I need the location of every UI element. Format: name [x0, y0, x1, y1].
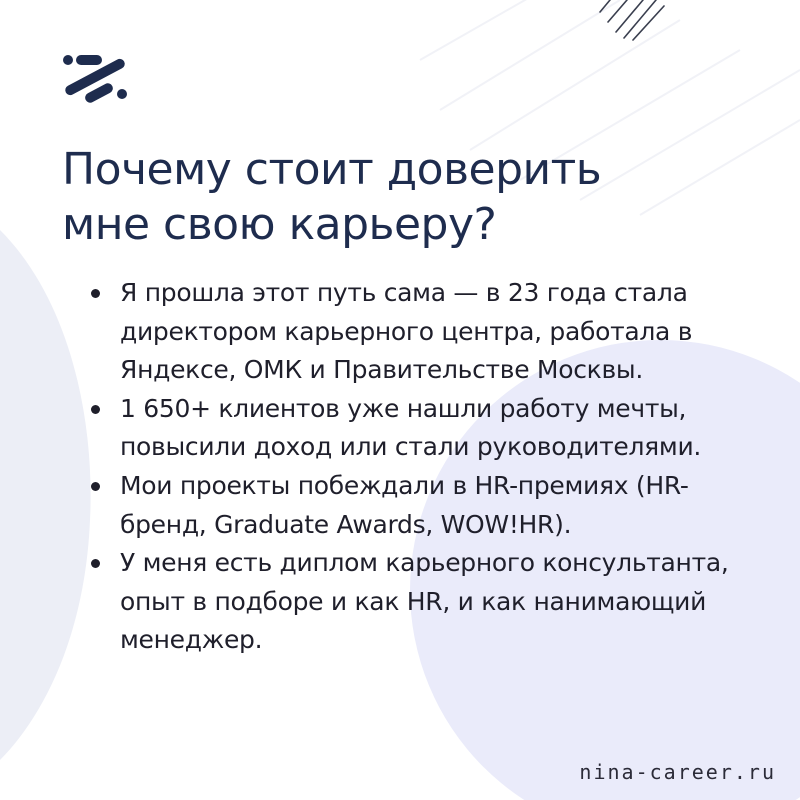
list-item — [88, 274, 748, 390]
page-title-line-2: мне свою карьеру? — [62, 199, 497, 250]
website-url: nina-career.ru — [579, 760, 776, 784]
page-title-line-1: Почему стоит доверить — [62, 144, 602, 195]
slash-dots-logo-icon — [58, 50, 134, 104]
list-item — [88, 544, 748, 660]
background-blob-left — [0, 230, 91, 760]
page-title — [62, 142, 762, 252]
reasons-list — [88, 274, 748, 660]
list-item-text: 1 650+ клиентов уже нашли работу мечты, повысили доход или стали руководителями. — [120, 393, 702, 462]
list-item-text: Мои проекты побеждали в HR-премиях (HR-бренд, Graduate Awards, WOW!HR). — [120, 470, 689, 539]
list-item-text: У меня есть диплом карьерного консультанта, опыт в подборе и как HR, и как нанимающий менеджер. — [120, 548, 729, 655]
list-item — [88, 390, 748, 467]
list-item-text: Я прошла этот путь сама — в 23 года стала директором карьерного центра, работала в Яндексе, ОМК и Правительстве Москвы. — [120, 278, 693, 385]
bullet-dot-icon — [91, 405, 100, 414]
list-item — [88, 467, 748, 544]
bullet-dot-icon — [91, 482, 100, 491]
bullet-dot-icon — [91, 559, 100, 568]
bullet-dot-icon — [91, 289, 100, 298]
